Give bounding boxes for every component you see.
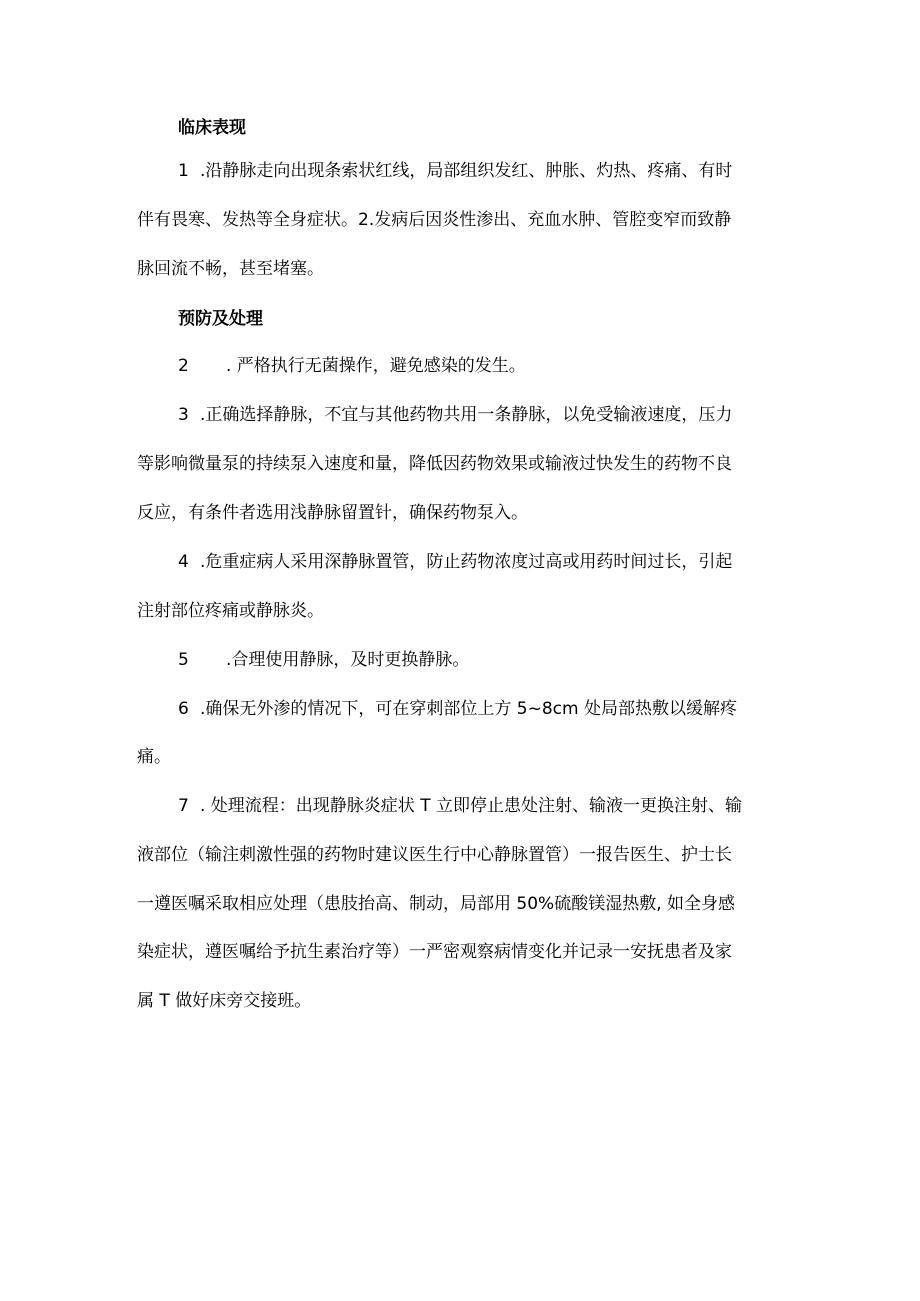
para-7-line-1 <box>178 794 742 818</box>
para-2-text-1: . 严格执行无菌操作，避免感染的发生。 <box>226 356 526 376</box>
para-4-line-1 <box>178 550 732 574</box>
para-6-line-1 <box>178 697 737 721</box>
para-6-line-2: 痛。 <box>137 747 171 767</box>
para-4-number: 4 <box>178 552 189 572</box>
para-6-number: 6 <box>178 699 189 719</box>
para-5-line-1 <box>178 648 469 672</box>
para-2-number: 2 <box>178 356 189 376</box>
para-4-text-1: .危重症病人采用深静脉置管，防止药物浓度过高或用药时间过长，引起 <box>200 552 733 572</box>
para-3-line-2: 等影响微量泵的持续泵入速度和量，降低因药物效果或输液过快发生的药物不良 <box>137 454 732 474</box>
para-3-number: 3 <box>178 405 189 425</box>
para-1-line-3: 脉回流不畅，甚至堵塞。 <box>137 259 324 279</box>
para-1-line-2: 伴有畏寒、发热等全身症状。2.发病后因炎性渗出、充血水肿、管腔变窄而致静 <box>137 210 732 230</box>
para-7-text-1: . 处理流程：出现静脉炎症状 T 立即停止患处注射、输液一更换注射、输 <box>200 796 742 816</box>
para-7-number: 7 <box>178 796 189 816</box>
para-7-line-3: 一遵医嘱采取相应处理（患肢抬高、制动，局部用 50%硫酸镁湿热敷, 如全身感 <box>137 894 735 914</box>
para-3-text-1: .正确选择静脉，不宜与其他药物共用一条静脉，以免受输液速度，压力 <box>200 405 733 425</box>
heading-prevention: 预防及处理 <box>178 309 263 329</box>
para-3-line-3: 反应，有条件者选用浅静脉留置针，确保药物泵入。 <box>137 503 528 523</box>
para-6-text-1: .确保无外渗的情况下，可在穿刺部位上方 5~8cm 处局部热敷以缓解疼 <box>200 699 737 719</box>
para-2-line-1 <box>178 354 526 378</box>
para-1-number: 1 <box>178 161 189 181</box>
para-1-line-1 <box>178 159 732 183</box>
para-7-line-5: 属 T 做好床旁交接班。 <box>137 991 312 1011</box>
para-7-line-2: 液部位（输注刺激性强的药物时建议医生行中心静脉置管）一报告医生、护士长 <box>137 845 732 865</box>
para-3-line-1 <box>178 403 732 427</box>
heading-clinical: 临床表现 <box>178 118 246 138</box>
para-5-text-1: .合理使用静脉，及时更换静脉。 <box>226 650 470 670</box>
para-4-line-2: 注射部位疼痛或静脉炎。 <box>137 601 324 621</box>
para-1-text-1: .沿静脉走向出现条索状红线，局部组织发红、肿胀、灼热、疼痛、有时 <box>200 161 733 181</box>
para-7-line-4: 染症状，遵医嘱给予抗生素治疗等）一严密观察病情变化并记录一安抚患者及家 <box>137 942 732 962</box>
para-5-number: 5 <box>178 650 189 670</box>
